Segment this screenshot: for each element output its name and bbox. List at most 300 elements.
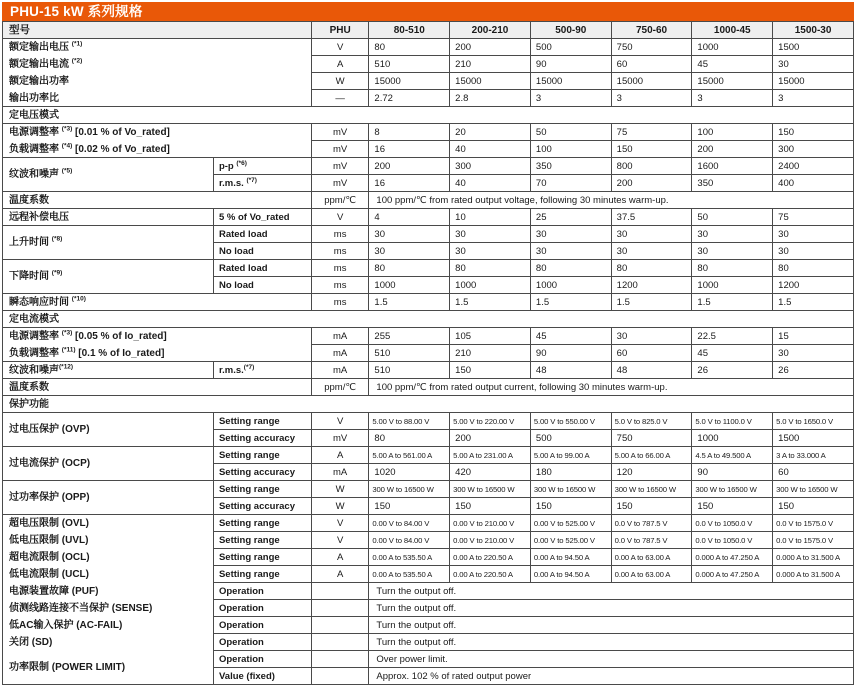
row-label-cell: 关闭 (SD)	[3, 634, 214, 651]
table-row	[3, 90, 854, 107]
table-row	[3, 532, 854, 549]
sub-label-cell: r.m.s. $^{(*7)}$	[214, 175, 312, 192]
value-cell: 75	[773, 209, 854, 226]
unit-cell	[312, 634, 370, 651]
value-cell: 0.00 V to 84.00 V	[369, 515, 450, 532]
value-cell: 0.00 V to 525.00 V	[531, 532, 612, 549]
value-cell: 5.00 V to 220.00 V	[450, 413, 531, 430]
table-row	[3, 413, 854, 430]
footnote-marker: (*12)	[59, 363, 74, 371]
row-label-cell: 电源调整率 $^{(*3)}$ [0.05 % of Io_rated]	[3, 328, 312, 345]
table-row	[3, 600, 854, 617]
table-row	[3, 583, 854, 600]
value-cell: 26	[692, 362, 773, 379]
unit-cell: V	[312, 532, 370, 549]
value-cell: 30	[692, 226, 773, 243]
value-cell: 300 W to 16500 W	[692, 481, 773, 498]
value-cell: 200	[369, 158, 450, 175]
table-row	[3, 311, 854, 328]
value-cell: 0.00 A to 535.50 A	[369, 566, 450, 583]
value-cell: 30	[612, 226, 693, 243]
footnote-marker: (*11)	[61, 346, 76, 354]
model-row-label: 型号	[3, 22, 312, 39]
value-cell: 80	[531, 260, 612, 277]
table-row	[3, 651, 854, 668]
footnote-marker: (*5)	[61, 167, 73, 175]
model-column-header: 1500-30	[773, 22, 854, 39]
row-label-cell: 输出功率比	[3, 90, 312, 107]
value-cell: 750	[612, 39, 693, 56]
note-cell: Turn the output off.	[369, 600, 854, 617]
value-cell: 0.0 V to 1050.0 V	[692, 515, 773, 532]
value-cell: 5.00 A to 561.00 A	[369, 447, 450, 464]
value-cell: 30	[531, 226, 612, 243]
table-row	[3, 158, 854, 175]
footnote-marker: (*2)	[71, 57, 83, 65]
row-label-cell: 负载调整率 $^{(*11)}$ [0.1 % of Io_rated]	[3, 345, 312, 362]
row-label-cell: 超电压限制 (OVL)	[3, 515, 214, 532]
footnote-marker: (*3)	[61, 125, 73, 133]
table-row	[3, 124, 854, 141]
sub-label-cell: 5 % of Vo_rated	[214, 209, 312, 226]
table-row	[3, 634, 854, 651]
table-row	[3, 22, 854, 39]
value-cell: 15	[773, 328, 854, 345]
table-row	[3, 294, 854, 311]
value-cell: 1.5	[773, 294, 854, 311]
unit-cell	[312, 600, 370, 617]
value-cell: 0.00 V to 525.00 V	[531, 515, 612, 532]
value-cell: 48	[531, 362, 612, 379]
note-cell: Over power limit.	[369, 651, 854, 668]
value-cell: 30	[692, 243, 773, 260]
value-cell: 300 W to 16500 W	[369, 481, 450, 498]
note-cell: Turn the output off.	[369, 583, 854, 600]
value-cell: 500	[531, 430, 612, 447]
value-cell: 255	[369, 328, 450, 345]
footnote-marker: (*7)	[246, 176, 257, 184]
footnote-marker: (*3)	[61, 329, 73, 337]
value-cell: 0.0 V to 787.5 V	[612, 515, 693, 532]
value-cell: 150	[450, 362, 531, 379]
sub-label-cell: Setting range	[214, 447, 312, 464]
sub-label-cell: Rated load	[214, 226, 312, 243]
value-cell: 150	[450, 498, 531, 515]
unit-cell: V	[312, 413, 370, 430]
value-cell: 0.00 A to 535.50 A	[369, 549, 450, 566]
value-cell: 100	[692, 124, 773, 141]
value-cell: 16	[369, 175, 450, 192]
unit-cell: mA	[312, 464, 370, 481]
unit-cell: ms	[312, 226, 370, 243]
value-cell: 1.5	[369, 294, 450, 311]
note-cell: Approx. 102 % of rated output power	[369, 668, 854, 685]
unit-cell: V	[312, 209, 370, 226]
value-cell: 45	[692, 345, 773, 362]
value-cell: 2.72	[369, 90, 450, 107]
unit-cell: mA	[312, 362, 370, 379]
value-cell: 105	[450, 328, 531, 345]
spec-table-body	[3, 22, 854, 685]
unit-cell: W	[312, 73, 370, 90]
unit-cell: ppm/℃	[312, 192, 370, 209]
value-cell: 30	[450, 243, 531, 260]
value-cell: 0.0 V to 1050.0 V	[692, 532, 773, 549]
value-cell: 80	[773, 260, 854, 277]
value-cell: 0.00 A to 220.50 A	[450, 549, 531, 566]
value-cell: 200	[692, 141, 773, 158]
value-cell: 30	[450, 226, 531, 243]
unit-cell	[312, 617, 370, 634]
row-label-cell: 功率限制 (POWER LIMIT)	[3, 651, 214, 685]
sub-label-cell: No load	[214, 243, 312, 260]
value-cell: 30	[773, 243, 854, 260]
value-cell: 0.0 V to 1575.0 V	[773, 532, 854, 549]
row-label-cell: 电源装置故障 (PUF)	[3, 583, 214, 600]
value-cell: 10	[450, 209, 531, 226]
value-cell: 350	[531, 158, 612, 175]
value-cell: 15000	[692, 73, 773, 90]
value-cell: 300 W to 16500 W	[773, 481, 854, 498]
value-cell: 200	[450, 430, 531, 447]
sub-label-cell: Rated load	[214, 260, 312, 277]
footnote-marker: (*7)	[243, 363, 255, 371]
series-title-banner	[2, 2, 854, 21]
value-cell: 20	[450, 124, 531, 141]
unit-cell: mV	[312, 124, 370, 141]
value-cell: 0.000 A to 31.500 A	[773, 566, 854, 583]
value-cell: 1000	[692, 430, 773, 447]
table-row	[3, 396, 854, 413]
table-row	[3, 515, 854, 532]
value-cell: 5.00 V to 550.00 V	[531, 413, 612, 430]
value-cell: 5.0 V to 825.0 V	[612, 413, 693, 430]
sub-label-cell: r.m.s.$^{(*7)}$	[214, 362, 312, 379]
value-cell: 22.5	[692, 328, 773, 345]
value-cell: 50	[692, 209, 773, 226]
row-label-cell: 侦测线路连接不当保护 (SENSE)	[3, 600, 214, 617]
value-cell: 1.5	[450, 294, 531, 311]
value-cell: 150	[692, 498, 773, 515]
unit-cell: mV	[312, 175, 370, 192]
unit-cell: mV	[312, 430, 370, 447]
row-label-cell: 过电压保护 (OVP)	[3, 413, 214, 447]
value-cell: 15000	[369, 73, 450, 90]
row-label-cell: 纹波和噪声$^{(*12)}$	[3, 362, 214, 379]
value-cell: 2.8	[450, 90, 531, 107]
value-cell: 210	[450, 345, 531, 362]
value-cell: 0.00 A to 94.50 A	[531, 566, 612, 583]
unit-cell: V	[312, 515, 370, 532]
value-cell: 200	[450, 39, 531, 56]
value-cell: 1000	[369, 277, 450, 294]
value-cell: 200	[612, 175, 693, 192]
value-cell: 300 W to 16500 W	[612, 481, 693, 498]
value-cell: 90	[531, 345, 612, 362]
value-cell: 0.000 A to 31.500 A	[773, 549, 854, 566]
value-cell: 30	[531, 243, 612, 260]
row-label-cell: 额定输出电流 $^{(*2)}$	[3, 56, 312, 73]
value-cell: 500	[531, 39, 612, 56]
table-row	[3, 566, 854, 583]
note-cell: Turn the output off.	[369, 634, 854, 651]
row-label-cell: 过功率保护 (OPP)	[3, 481, 214, 515]
value-cell: 3	[612, 90, 693, 107]
value-cell: 30	[773, 345, 854, 362]
unit-cell: A	[312, 549, 370, 566]
value-cell: 400	[773, 175, 854, 192]
sub-label-cell: Setting accuracy	[214, 498, 312, 515]
value-cell: 0.00 V to 210.00 V	[450, 515, 531, 532]
unit-cell: A	[312, 447, 370, 464]
sub-label-cell: Operation	[214, 651, 312, 668]
table-row	[3, 39, 854, 56]
value-cell: 0.00 A to 220.50 A	[450, 566, 531, 583]
sub-label-cell: Setting accuracy	[214, 464, 312, 481]
table-row	[3, 226, 854, 243]
unit-cell	[312, 583, 370, 600]
row-label-cell: 下降时间 $^{(*9)}$	[3, 260, 214, 294]
model-column-header: 750-60	[612, 22, 693, 39]
unit-cell: mV	[312, 158, 370, 175]
unit-cell: A	[312, 566, 370, 583]
value-cell: 510	[369, 56, 450, 73]
row-label-cell: 超电流限制 (OCL)	[3, 549, 214, 566]
value-cell: 80	[450, 260, 531, 277]
value-cell: 1.5	[531, 294, 612, 311]
spec-table	[2, 21, 854, 685]
value-cell: 150	[369, 498, 450, 515]
row-label-cell: 远程补偿电压	[3, 209, 214, 226]
value-cell: 1200	[612, 277, 693, 294]
value-cell: 0.00 A to 63.00 A	[612, 566, 693, 583]
unit-cell: V	[312, 39, 370, 56]
value-cell: 15000	[450, 73, 531, 90]
value-cell: 1500	[773, 430, 854, 447]
value-cell: 30	[369, 243, 450, 260]
value-cell: 2400	[773, 158, 854, 175]
value-cell: 30	[773, 226, 854, 243]
value-cell: 5.0 V to 1100.0 V	[692, 413, 773, 430]
value-cell: 80	[692, 260, 773, 277]
unit-cell: mA	[312, 345, 370, 362]
note-cell: 100 ppm/℃ from rated output current, following 30 minutes warm-up.	[369, 379, 854, 396]
table-row	[3, 362, 854, 379]
sub-label-cell: Operation	[214, 634, 312, 651]
row-label-cell: 过电流保护 (OCP)	[3, 447, 214, 481]
value-cell: 48	[612, 362, 693, 379]
value-cell: 30	[612, 243, 693, 260]
table-row	[3, 617, 854, 634]
value-cell: 1000	[692, 39, 773, 56]
value-cell: 150	[612, 498, 693, 515]
model-column-header: 80-510	[369, 22, 450, 39]
table-row	[3, 328, 854, 345]
row-label-cell: 额定输出电压 $^{(*1)}$	[3, 39, 312, 56]
value-cell: 3	[531, 90, 612, 107]
table-row	[3, 379, 854, 396]
value-cell: 150	[531, 498, 612, 515]
value-cell: 1000	[692, 277, 773, 294]
value-cell: 150	[612, 141, 693, 158]
sub-label-cell: Setting range	[214, 566, 312, 583]
value-cell: 5.0 V to 1650.0 V	[773, 413, 854, 430]
value-cell: 15000	[531, 73, 612, 90]
value-cell: 75	[612, 124, 693, 141]
sub-label-cell: Value (fixed)	[214, 668, 312, 685]
value-cell: 210	[450, 56, 531, 73]
value-cell: 30	[773, 56, 854, 73]
value-cell: 70	[531, 175, 612, 192]
row-label-cell: 瞬态响应时间 $^{(*10)}$	[3, 294, 312, 311]
section-header-cell: 保护功能	[3, 396, 854, 413]
sub-label-cell: Operation	[214, 583, 312, 600]
value-cell: 90	[692, 464, 773, 481]
value-cell: 15000	[773, 73, 854, 90]
table-row	[3, 107, 854, 124]
value-cell: 80	[612, 260, 693, 277]
table-row	[3, 209, 854, 226]
section-header-cell: 定电压模式	[3, 107, 854, 124]
unit-cell: —	[312, 90, 370, 107]
value-cell: 60	[773, 464, 854, 481]
value-cell: 0.000 A to 47.250 A	[692, 566, 773, 583]
value-cell: 50	[531, 124, 612, 141]
value-cell: 0.00 A to 94.50 A	[531, 549, 612, 566]
value-cell: 37.5	[612, 209, 693, 226]
value-cell: 510	[369, 362, 450, 379]
model-column-header: 200-210	[450, 22, 531, 39]
table-row	[3, 345, 854, 362]
value-cell: 1200	[773, 277, 854, 294]
sub-label-cell: Operation	[214, 600, 312, 617]
value-cell: 90	[531, 56, 612, 73]
value-cell: 30	[612, 328, 693, 345]
footnote-marker: (*10)	[71, 295, 86, 303]
value-cell: 16	[369, 141, 450, 158]
series-title: PHU-15 kW 系列规格	[10, 4, 143, 19]
row-label-cell: 低AC输入保护 (AC-FAIL)	[3, 617, 214, 634]
unit-cell	[312, 668, 370, 685]
row-label-cell: 电源调整率 $^{(*3)}$ [0.01 % of Vo_rated]	[3, 124, 312, 141]
sub-label-cell: Setting range	[214, 413, 312, 430]
value-cell: 1500	[773, 39, 854, 56]
value-cell: 80	[369, 430, 450, 447]
value-cell: 0.00 V to 84.00 V	[369, 532, 450, 549]
note-cell: Turn the output off.	[369, 617, 854, 634]
value-cell: 4	[369, 209, 450, 226]
row-label-cell: 温度系数	[3, 379, 312, 396]
sub-label-cell: Setting range	[214, 515, 312, 532]
sub-label-cell: No load	[214, 277, 312, 294]
unit-cell: W	[312, 498, 370, 515]
value-cell: 40	[450, 175, 531, 192]
note-cell: 100 ppm/℃ from rated output voltage, following 30 minutes warm-up.	[369, 192, 854, 209]
value-cell: 0.0 V to 787.5 V	[612, 532, 693, 549]
unit-cell: ms	[312, 243, 370, 260]
unit-cell: PHU	[312, 22, 370, 39]
value-cell: 5.00 A to 66.00 A	[612, 447, 693, 464]
value-cell: 0.0 V to 1575.0 V	[773, 515, 854, 532]
value-cell: 40	[450, 141, 531, 158]
row-label-cell: 温度系数	[3, 192, 312, 209]
value-cell: 750	[612, 430, 693, 447]
value-cell: 80	[369, 260, 450, 277]
value-cell: 26	[773, 362, 854, 379]
value-cell: 5.00 A to 231.00 A	[450, 447, 531, 464]
value-cell: 1600	[692, 158, 773, 175]
footnote-marker: (*9)	[51, 269, 63, 277]
value-cell: 300 W to 16500 W	[450, 481, 531, 498]
table-row	[3, 549, 854, 566]
footnote-marker: (*6)	[236, 159, 247, 167]
value-cell: 5.00 V to 88.00 V	[369, 413, 450, 430]
value-cell: 1000	[450, 277, 531, 294]
value-cell: 150	[773, 498, 854, 515]
unit-cell: ms	[312, 260, 370, 277]
sub-label-cell: Setting range	[214, 532, 312, 549]
value-cell: 0.00 V to 210.00 V	[450, 532, 531, 549]
unit-cell: ms	[312, 277, 370, 294]
value-cell: 4.5 A to 49.500 A	[692, 447, 773, 464]
value-cell: 350	[692, 175, 773, 192]
value-cell: 300	[773, 141, 854, 158]
sub-label-cell: p-p $^{(*6)}$	[214, 158, 312, 175]
unit-cell: ms	[312, 294, 370, 311]
sub-label-cell: Setting range	[214, 549, 312, 566]
table-row	[3, 192, 854, 209]
table-row	[3, 73, 854, 90]
value-cell: 3	[692, 90, 773, 107]
unit-cell: A	[312, 56, 370, 73]
value-cell: 3 A to 33.000 A	[773, 447, 854, 464]
unit-cell: mV	[312, 141, 370, 158]
value-cell: 150	[773, 124, 854, 141]
table-row	[3, 56, 854, 73]
value-cell: 800	[612, 158, 693, 175]
value-cell: 45	[531, 328, 612, 345]
footnote-marker: (*4)	[61, 142, 73, 150]
section-header-cell: 定电流模式	[3, 311, 854, 328]
value-cell: 60	[612, 345, 693, 362]
value-cell: 0.000 A to 47.250 A	[692, 549, 773, 566]
value-cell: 300	[450, 158, 531, 175]
footnote-marker: (*1)	[71, 40, 83, 48]
value-cell: 80	[369, 39, 450, 56]
table-row	[3, 481, 854, 498]
value-cell: 1000	[531, 277, 612, 294]
value-cell: 30	[369, 226, 450, 243]
value-cell: 60	[612, 56, 693, 73]
value-cell: 1020	[369, 464, 450, 481]
value-cell: 3	[773, 90, 854, 107]
sub-label-cell: Setting range	[214, 481, 312, 498]
row-label-cell: 低电流限制 (UCL)	[3, 566, 214, 583]
value-cell: 15000	[612, 73, 693, 90]
unit-cell: ppm/℃	[312, 379, 370, 396]
value-cell: 25	[531, 209, 612, 226]
sub-label-cell: Setting accuracy	[214, 430, 312, 447]
value-cell: 100	[531, 141, 612, 158]
value-cell: 120	[612, 464, 693, 481]
row-label-cell: 上升时间 $^{(*8)}$	[3, 226, 214, 260]
value-cell: 1.5	[692, 294, 773, 311]
value-cell: 5.00 A to 99.00 A	[531, 447, 612, 464]
value-cell: 45	[692, 56, 773, 73]
sub-label-cell: Operation	[214, 617, 312, 634]
unit-cell	[312, 651, 370, 668]
row-label-cell: 低电压限制 (UVL)	[3, 532, 214, 549]
